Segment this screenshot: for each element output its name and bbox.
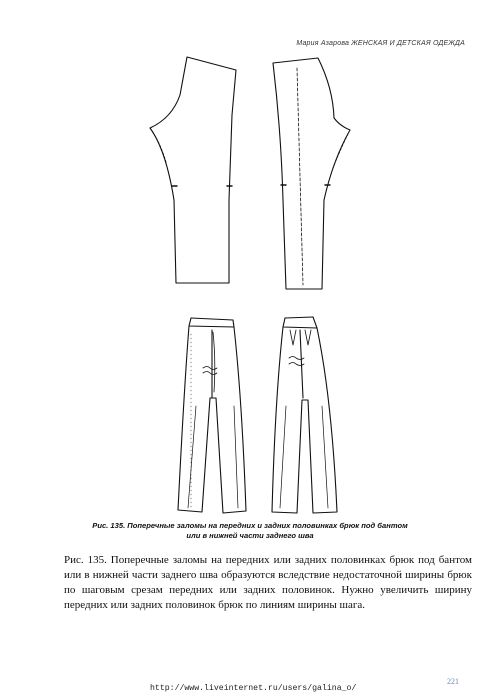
body-paragraph: Рис. 135. Поперечные заломы на передних или задних половинках брюк под бантом или в нижней части заднего шва образуются вследствие недостаточной ширины брюк по шаговым срезам передних или задних половинок. Нужно увеличить ширину передних или задних половинок брюк по линиям ширины шага. — [64, 554, 472, 611]
figure-caption — [30, 521, 470, 541]
page-number: 221 — [447, 677, 459, 686]
caption-line-2: или в нижней части заднего шва — [186, 531, 314, 540]
front-trousers-drawing — [178, 318, 246, 513]
back-pattern-piece — [273, 58, 350, 289]
source-url[interactable]: http://www.liveinternet.ru/users/galina_o/ — [150, 684, 357, 693]
running-header: Мария Азарова ЖЕНСКАЯ И ДЕТСКАЯ ОДЕЖДА — [296, 40, 465, 47]
front-pattern-piece — [150, 57, 236, 283]
body-text — [64, 553, 472, 613]
caption-line-1: Рис. 135. Поперечные заломы на передних и задних половинках брюк под бантом — [92, 521, 408, 530]
back-trousers-drawing — [272, 317, 337, 513]
